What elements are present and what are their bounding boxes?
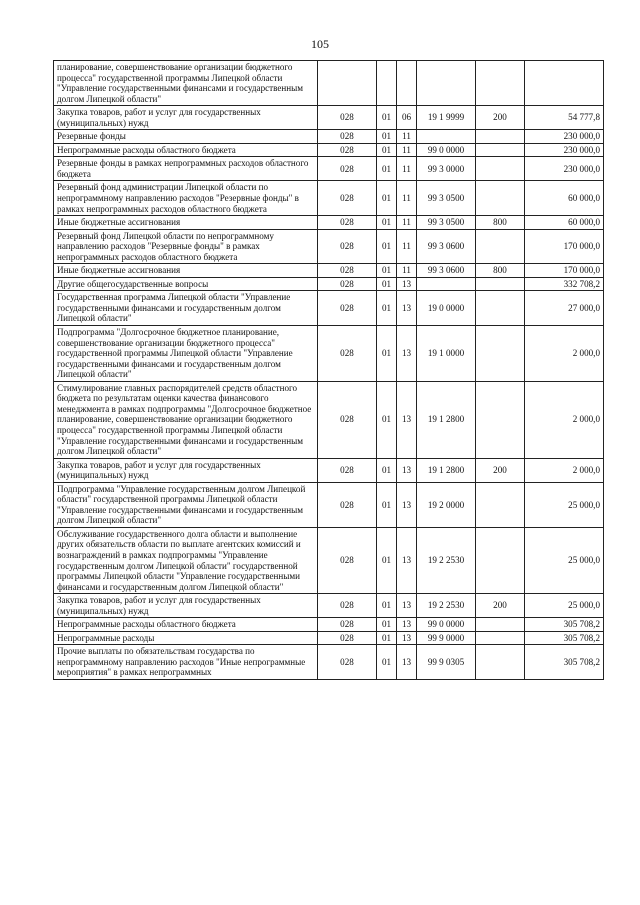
section-code-cell: 01 <box>377 527 397 593</box>
ministry-code-cell: 028 <box>318 291 377 326</box>
table-row <box>54 594 604 618</box>
table-row <box>54 157 604 181</box>
section-code-cell: 01 <box>377 277 397 291</box>
expense-name-cell: Закупка товаров, работ и услуг для государственных (муниципальных) нужд <box>54 594 318 618</box>
expense-type-cell: 200 <box>476 458 525 482</box>
expense-name-cell: Подпрограмма "Управление государственным долгом Липецкой области" государственной программы Липецкой области "Управление государственными финансами и государственным долгом Липецкой области" <box>54 482 318 527</box>
target-article-cell: 99 3 0600 <box>417 264 476 278</box>
expense-name-cell: Закупка товаров, работ и услуг для государственных (муниципальных) нужд <box>54 106 318 130</box>
expense-type-cell <box>476 229 525 264</box>
amount-cell: 2 000,0 <box>525 458 604 482</box>
ministry-code-cell: 028 <box>318 326 377 382</box>
expense-type-cell <box>476 482 525 527</box>
expense-type-cell <box>476 143 525 157</box>
expense-name-cell: Резервные фонды в рамках непрограммных расходов областного бюджета <box>54 157 318 181</box>
ministry-code-cell: 028 <box>318 216 377 230</box>
subsection-code-cell: 11 <box>397 229 417 264</box>
expense-type-cell <box>476 130 525 144</box>
expense-type-cell: 800 <box>476 216 525 230</box>
expense-name-cell: Непрограммные расходы областного бюджета <box>54 618 318 632</box>
target-article-cell: 19 2 0000 <box>417 482 476 527</box>
section-code-cell <box>377 61 397 106</box>
expense-type-cell <box>476 61 525 106</box>
amount-cell: 25 000,0 <box>525 594 604 618</box>
ministry-code-cell: 028 <box>318 130 377 144</box>
subsection-code-cell: 13 <box>397 482 417 527</box>
target-article-cell <box>417 61 476 106</box>
amount-cell: 170 000,0 <box>525 264 604 278</box>
amount-cell: 305 708,2 <box>525 645 604 680</box>
section-code-cell: 01 <box>377 594 397 618</box>
target-article-cell: 19 2 2530 <box>417 527 476 593</box>
amount-cell: 230 000,0 <box>525 143 604 157</box>
table-row <box>54 291 604 326</box>
expense-name-cell: Обслуживание государственного долга области и выполнение других обязательств области по выплате агентских комиссий и вознаграждений в рамках подпрограммы "Управление государственным долгом Липецкой области" государственной программы Липецкой области "Управление государственными финансами и государственным долгом Липецкой области" <box>54 527 318 593</box>
ministry-code-cell: 028 <box>318 143 377 157</box>
table-row <box>54 264 604 278</box>
amount-cell: 170 000,0 <box>525 229 604 264</box>
section-code-cell: 01 <box>377 482 397 527</box>
ministry-code-cell: 028 <box>318 594 377 618</box>
expense-type-cell <box>476 527 525 593</box>
subsection-code-cell: 13 <box>397 277 417 291</box>
target-article-cell <box>417 130 476 144</box>
table-row <box>54 618 604 632</box>
subsection-code-cell: 11 <box>397 130 417 144</box>
table-row <box>54 326 604 382</box>
table-row <box>54 645 604 680</box>
amount-cell: 25 000,0 <box>525 527 604 593</box>
budget-table-body <box>54 61 604 680</box>
table-row <box>54 277 604 291</box>
target-article-cell: 99 3 0600 <box>417 229 476 264</box>
expense-type-cell <box>476 631 525 645</box>
subsection-code-cell: 11 <box>397 181 417 216</box>
subsection-code-cell: 11 <box>397 157 417 181</box>
ministry-code-cell: 028 <box>318 645 377 680</box>
target-article-cell: 99 9 0305 <box>417 645 476 680</box>
ministry-code-cell: 028 <box>318 482 377 527</box>
table-row <box>54 130 604 144</box>
expense-type-cell <box>476 326 525 382</box>
table-row <box>54 381 604 458</box>
expense-name-cell: Иные бюджетные ассигнования <box>54 216 318 230</box>
expense-name-cell: Стимулирование главных распорядителей средств областного бюджета по результатам оценки качества финансового менеджмента в рамках подпрограммы "Долгосрочное бюджетное планирование, совершенствование организации бюджетного процесса" государственной программы Липецкой области "Управление государственными финансами и государственным долгом Липецкой области" <box>54 381 318 458</box>
section-code-cell: 01 <box>377 631 397 645</box>
section-code-cell: 01 <box>377 618 397 632</box>
expense-type-cell: 200 <box>476 594 525 618</box>
section-code-cell: 01 <box>377 326 397 382</box>
expense-name-cell: Другие общегосударственные вопросы <box>54 277 318 291</box>
expense-name-cell: Резервный фонд Липецкой области по непрограммному направлению расходов "Резервные фонды" в рамках непрограммных расходов областного бюджета <box>54 229 318 264</box>
amount-cell: 230 000,0 <box>525 157 604 181</box>
ministry-code-cell: 028 <box>318 277 377 291</box>
budget-table <box>53 60 604 680</box>
subsection-code-cell: 13 <box>397 645 417 680</box>
section-code-cell: 01 <box>377 291 397 326</box>
amount-cell: 2 000,0 <box>525 326 604 382</box>
table-row <box>54 106 604 130</box>
section-code-cell: 01 <box>377 229 397 264</box>
ministry-code-cell: 028 <box>318 181 377 216</box>
expense-name-cell: планирование, совершенствование организации бюджетного процесса" государственной программы Липецкой области "Управление государственными финансами и государственным долгом Липецкой области" <box>54 61 318 106</box>
amount-cell: 230 000,0 <box>525 130 604 144</box>
ministry-code-cell: 028 <box>318 157 377 181</box>
section-code-cell: 01 <box>377 216 397 230</box>
target-article-cell: 19 1 2800 <box>417 458 476 482</box>
expense-name-cell: Резервный фонд администрации Липецкой области по непрограммному направлению расходов "Резервные фонды" в рамках непрограммных расходов областного бюджета <box>54 181 318 216</box>
ministry-code-cell: 028 <box>318 106 377 130</box>
ministry-code-cell: 028 <box>318 229 377 264</box>
target-article-cell: 19 1 2800 <box>417 381 476 458</box>
amount-cell: 25 000,0 <box>525 482 604 527</box>
section-code-cell: 01 <box>377 106 397 130</box>
table-row <box>54 181 604 216</box>
target-article-cell: 99 9 0000 <box>417 631 476 645</box>
section-code-cell: 01 <box>377 645 397 680</box>
expense-type-cell <box>476 645 525 680</box>
expense-name-cell: Непрограммные расходы областного бюджета <box>54 143 318 157</box>
expense-name-cell: Прочие выплаты по обязательствам государства по непрограммному направлению расходов "Иные непрограммные мероприятия" в рамках непрограммных <box>54 645 318 680</box>
table-row <box>54 61 604 106</box>
subsection-code-cell: 13 <box>397 291 417 326</box>
expense-name-cell: Закупка товаров, работ и услуг для государственных (муниципальных) нужд <box>54 458 318 482</box>
expense-type-cell <box>476 157 525 181</box>
amount-cell: 60 000,0 <box>525 216 604 230</box>
ministry-code-cell: 028 <box>318 381 377 458</box>
expense-name-cell: Иные бюджетные ассигнования <box>54 264 318 278</box>
target-article-cell <box>417 277 476 291</box>
target-article-cell: 19 1 9999 <box>417 106 476 130</box>
section-code-cell: 01 <box>377 130 397 144</box>
amount-cell: 332 708,2 <box>525 277 604 291</box>
expense-type-cell <box>476 381 525 458</box>
expense-name-cell: Государственная программа Липецкой области "Управление государственными финансами и государственным долгом Липецкой области" <box>54 291 318 326</box>
subsection-code-cell: 11 <box>397 143 417 157</box>
ministry-code-cell: 028 <box>318 458 377 482</box>
table-row <box>54 458 604 482</box>
section-code-cell: 01 <box>377 143 397 157</box>
target-article-cell: 99 0 0000 <box>417 143 476 157</box>
ministry-code-cell: 028 <box>318 631 377 645</box>
target-article-cell: 99 3 0500 <box>417 216 476 230</box>
amount-cell: 60 000,0 <box>525 181 604 216</box>
amount-cell <box>525 61 604 106</box>
section-code-cell: 01 <box>377 458 397 482</box>
section-code-cell: 01 <box>377 264 397 278</box>
expense-type-cell: 200 <box>476 106 525 130</box>
amount-cell: 54 777,8 <box>525 106 604 130</box>
amount-cell: 305 708,2 <box>525 618 604 632</box>
ministry-code-cell: 028 <box>318 527 377 593</box>
table-row <box>54 482 604 527</box>
expense-type-cell <box>476 181 525 216</box>
table-row <box>54 527 604 593</box>
subsection-code-cell: 13 <box>397 381 417 458</box>
section-code-cell: 01 <box>377 157 397 181</box>
amount-cell: 2 000,0 <box>525 381 604 458</box>
table-row <box>54 229 604 264</box>
expense-name-cell: Резервные фонды <box>54 130 318 144</box>
section-code-cell: 01 <box>377 181 397 216</box>
subsection-code-cell: 13 <box>397 631 417 645</box>
table-row <box>54 631 604 645</box>
subsection-code-cell: 13 <box>397 618 417 632</box>
expense-type-cell <box>476 277 525 291</box>
expense-type-cell: 800 <box>476 264 525 278</box>
subsection-code-cell: 13 <box>397 458 417 482</box>
subsection-code-cell: 13 <box>397 527 417 593</box>
target-article-cell: 19 2 2530 <box>417 594 476 618</box>
ministry-code-cell: 028 <box>318 264 377 278</box>
subsection-code-cell <box>397 61 417 106</box>
amount-cell: 27 000,0 <box>525 291 604 326</box>
target-article-cell: 99 3 0500 <box>417 181 476 216</box>
expense-name-cell: Непрограммные расходы <box>54 631 318 645</box>
table-row <box>54 143 604 157</box>
target-article-cell: 99 3 0000 <box>417 157 476 181</box>
target-article-cell: 19 1 0000 <box>417 326 476 382</box>
expense-name-cell: Подпрограмма "Долгосрочное бюджетное планирование, совершенствование организации бюджетного процесса" государственной программы Липецкой области "Управление государственными финансами и государственным долгом Липецкой области" <box>54 326 318 382</box>
subsection-code-cell: 11 <box>397 264 417 278</box>
subsection-code-cell: 13 <box>397 594 417 618</box>
table-row <box>54 216 604 230</box>
subsection-code-cell: 13 <box>397 326 417 382</box>
subsection-code-cell: 11 <box>397 216 417 230</box>
expense-type-cell <box>476 618 525 632</box>
target-article-cell: 19 0 0000 <box>417 291 476 326</box>
section-code-cell: 01 <box>377 381 397 458</box>
expense-type-cell <box>476 291 525 326</box>
target-article-cell: 99 0 0000 <box>417 618 476 632</box>
page-number: 105 <box>311 37 329 51</box>
amount-cell: 305 708,2 <box>525 631 604 645</box>
subsection-code-cell: 06 <box>397 106 417 130</box>
ministry-code-cell <box>318 61 377 106</box>
ministry-code-cell: 028 <box>318 618 377 632</box>
